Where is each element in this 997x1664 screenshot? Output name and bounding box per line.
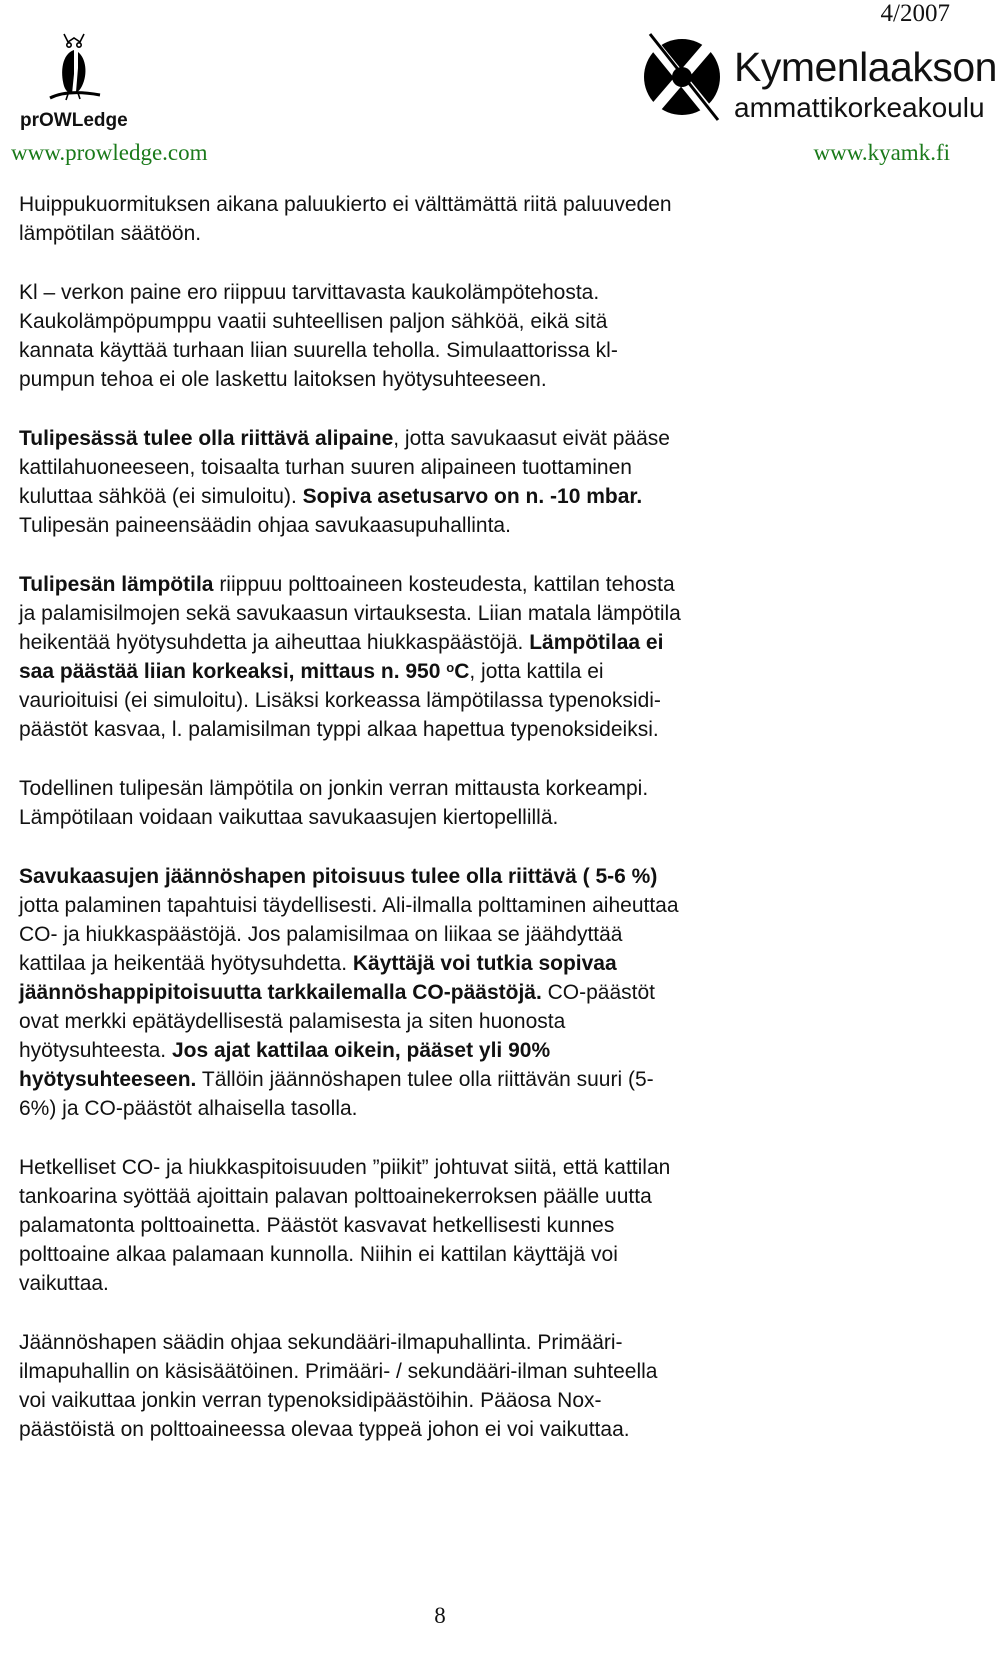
paragraph-text-run: tankoarina syöttää ajoittain palavan polttoainekerroksen päälle uutta	[19, 1185, 652, 1208]
paragraph-text-run: riippuu polttoaineen kosteudesta, kattilan tehosta	[213, 573, 675, 596]
paragraph-text-run: Savukaasujen jäännöshapen pitoisuus tulee olla riittävä ( 5-6 %)	[19, 865, 658, 888]
paragraph-text-run: Tulipesän lämpötila	[19, 573, 214, 596]
document-body	[19, 190, 919, 1474]
paragraph-text-run: Tulipesän paineensäädin ohjaa savukaasupuhallinta.	[19, 514, 511, 537]
paragraph-text-run: , jotta kattila ei	[469, 660, 604, 683]
paragraph-text-run: heikentää hyötysuhdetta ja aiheuttaa hiukkaspäästöjä.	[19, 631, 530, 654]
paragraph	[19, 190, 919, 248]
paragraph-text-run: hyötysuhteeseen.	[19, 1068, 197, 1091]
paragraph	[19, 774, 919, 832]
paragraph-text-run: CO- ja hiukkaspäästöjä. Jos palamisilmaa on liikaa se jäähdyttää	[19, 923, 623, 946]
paragraph-text-run: Kaukolämpöpumppu vaatii suhteellisen paljon sähköä, eikä sitä	[19, 310, 608, 333]
paragraph-text-run: Todellinen tulipesän lämpötila on jonkin verran mittausta korkeampi.	[19, 777, 649, 800]
paragraph-text-run: pumpun tehoa ei ole laskettu laitoksen hyötysuhteeseen.	[19, 368, 547, 391]
paragraph-text-run: , jotta savukaasut eivät pääse	[393, 427, 670, 450]
paragraph-text-run: päästöistä on polttoaineessa olevaa typpeä johon ei voi vaikuttaa.	[19, 1418, 630, 1441]
kyamk-emblem-icon	[642, 32, 726, 122]
paragraph-text-run: Kl – verkon paine ero riippuu tarvittavasta kaukolämpötehosta.	[19, 281, 600, 304]
paragraph-text-run: päästöt kasvaa, l. palamisilman typpi alkaa hapettua typenoksideiksi.	[19, 718, 659, 741]
paragraph-text-run: polttoaine alkaa palamaan kunnolla. Niihin ei kattilan käyttäjä voi	[19, 1243, 618, 1266]
paragraph-text-run: vaurioituisi (ei simuloitu). Lisäksi korkeassa lämpötilassa typenoksidi-	[19, 689, 661, 712]
paragraph-text-run: ovat merkki epätäydellisestä palamisesta ja siten huonosta	[19, 1010, 566, 1033]
paragraph	[19, 862, 919, 1123]
paragraph-text-run: voi vaikuttaa jonkin verran typenoksidipäästöihin. Pääosa Nox-	[19, 1389, 602, 1412]
paragraph-text-run: Huippukuormituksen aikana paluukierto ei välttämättä riitä paluuveden	[19, 193, 672, 216]
kyamk-name-line2: ammattikorkeakoulu	[734, 92, 985, 123]
paragraph-text-run: saa päästää liian korkeaksi, mittaus n. 950	[19, 660, 447, 683]
paragraph-text-run: Tulipesässä tulee olla riittävä alipaine	[19, 427, 394, 450]
paragraph-text-run: C	[454, 660, 470, 683]
paragraph-text-run: hyötysuhteesta.	[19, 1039, 172, 1062]
paragraph-text-run: Käyttäjä voi tutkia sopivaa	[352, 952, 617, 975]
paragraph	[19, 278, 919, 394]
page-number: 8	[434, 1603, 446, 1628]
paragraph-text-run: Lämpötilaa ei	[529, 631, 664, 654]
kyamk-url: www.kyamk.fi	[813, 140, 950, 165]
prowledge-url: www.prowledge.com	[11, 140, 208, 165]
paragraph-text-run: kannata käyttää turhaan liian suurella teholla. Simulaattorissa kl-	[19, 339, 618, 362]
paragraph-text-run: Hetkelliset CO- ja hiukkaspitoisuuden ”piikit” johtuvat siitä, että kattilan	[19, 1156, 671, 1179]
paragraph-text-run: Lämpötilaan voidaan vaikuttaa savukaasujen kiertopellillä.	[19, 806, 559, 829]
paragraph-text-run: ja palamisilmojen sekä savukaasun virtauksesta. Liian matala lämpötila	[19, 602, 681, 625]
paragraph	[19, 1328, 919, 1444]
paragraph-text-run: Jos ajat kattilaa oikein, pääset yli 90%	[171, 1039, 551, 1062]
paragraph-text-run: jäännöshappipitoisuutta tarkkailemalla CO-päästöjä.	[19, 981, 542, 1004]
paragraph-text-run: Jäännöshapen säädin ohjaa sekundääri-ilmapuhallinta. Primääri-	[19, 1331, 623, 1354]
paragraph-text-run: Tällöin jäännöshapen tulee olla riittävän suuri (5-	[196, 1068, 654, 1091]
paragraph-text-run: jotta palaminen tapahtuisi täydellisesti. Ali-ilmalla polttaminen aiheuttaa	[19, 894, 679, 917]
paragraph	[19, 1153, 919, 1298]
owl-logo-icon	[48, 28, 102, 108]
paragraph-text-run: palamatonta polttoainetta. Päästöt kasvavat hetkellisesti kunnes	[19, 1214, 615, 1237]
paragraph-text-run: kattilaa ja heikentää hyötysuhdetta.	[19, 952, 353, 975]
paragraph-text-run: Sopiva asetusarvo on n. -10 mbar.	[302, 485, 643, 508]
date-stamp: 4/2007	[880, 0, 950, 27]
paragraph	[19, 424, 919, 540]
paragraph-text-run: o	[446, 660, 455, 675]
paragraph-text-run: lämpötilan säätöön.	[19, 222, 202, 245]
paragraph-text-run: ilmapuhallin on käsisäätöinen. Primääri- / sekundääri-ilman suhteella	[19, 1360, 658, 1383]
paragraph-text-run: kattilahuoneeseen, toisaalta turhan suuren alipaineen tuottaminen	[19, 456, 632, 479]
prowledge-brand-name: prOWLedge	[20, 110, 128, 131]
kyamk-name-line1: Kymenlaakson	[734, 44, 997, 90]
paragraph-text-run: CO-päästöt	[541, 981, 656, 1004]
paragraph	[19, 570, 919, 744]
paragraph-text-run: kuluttaa sähköä (ei simuloitu).	[19, 485, 303, 508]
prowledge-logo	[20, 28, 130, 136]
paragraph-text-run: 6%) ja CO-päästöt alhaisella tasolla.	[19, 1097, 358, 1120]
kyamk-logo	[642, 32, 997, 132]
paragraph-text-run: vaikuttaa.	[19, 1272, 109, 1295]
